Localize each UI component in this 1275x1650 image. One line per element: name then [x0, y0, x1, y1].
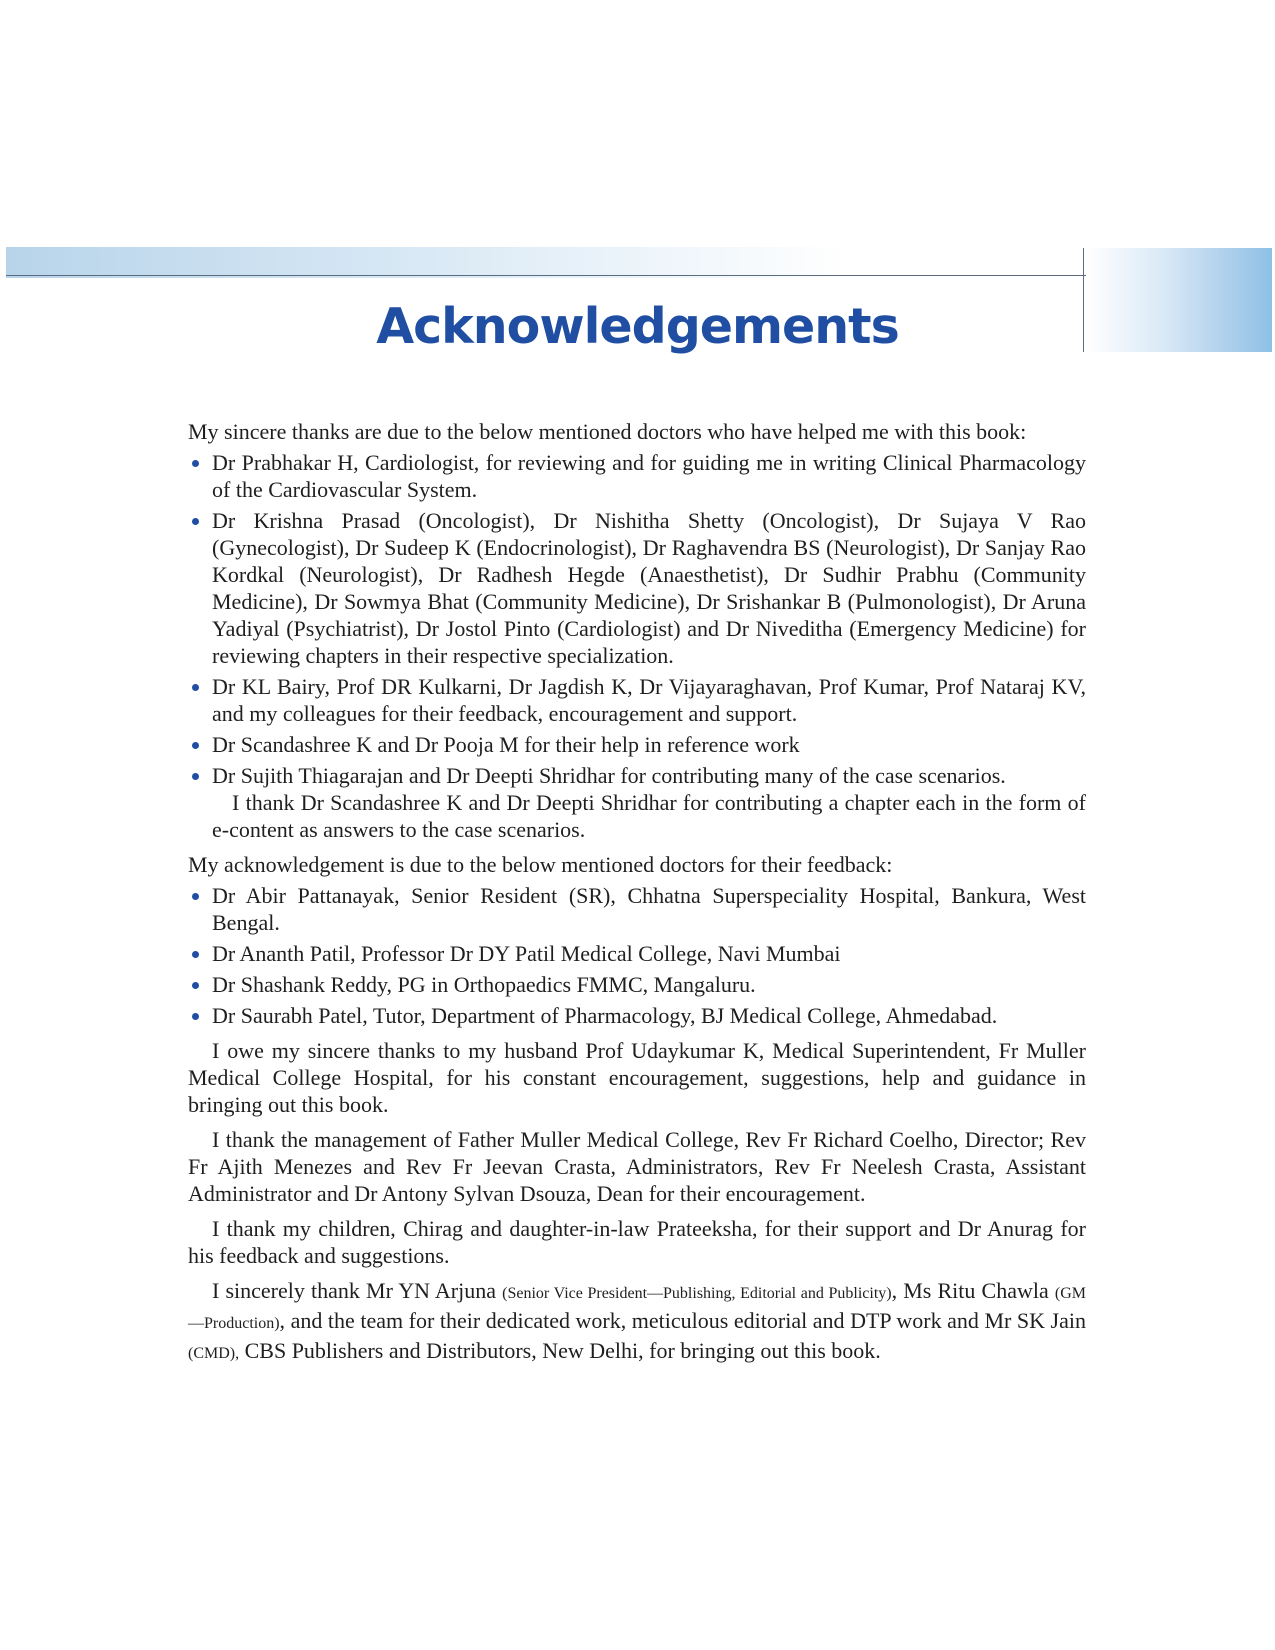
family-paragraph: I thank my children, Chirag and daughter-in-law Prateeksha, for their support and Dr Anurag for his feedback and suggestions. — [188, 1216, 1086, 1268]
list-item: Dr Saurabh Patel, Tutor, Department of Pharmacology, BJ Medical College, Ahmedabad. — [188, 1002, 1086, 1029]
page-title: Acknowledgements — [376, 298, 899, 355]
publisher-role-2: (GM—Production) — [188, 1285, 1086, 1332]
publisher-text-1: I sincerely thank Mr YN Arjuna — [212, 1278, 503, 1303]
intro-paragraph: My sincere thanks are due to the below mentioned doctors who have helped me with this book: — [188, 419, 1027, 444]
publisher-role-1: (Senior Vice President—Publishing, Editorial and Publicity) — [502, 1285, 892, 1302]
list-item: Dr Prabhakar H, Cardiologist, for reviewing and for guiding me in writing Clinical Pharmacology of the Cardiovascular System. — [188, 449, 1086, 503]
publisher-text-2: , Ms Ritu Chawla — [891, 1278, 1055, 1303]
list-item: Dr Scandashree K and Dr Pooja M for their help in reference work — [188, 731, 1086, 758]
reviewer-list — [188, 449, 1086, 789]
feedback-intro: My acknowledgement is due to the below mentioned doctors for their feedback: — [188, 852, 893, 877]
header-rule — [6, 275, 1124, 276]
husband-paragraph: I owe my sincere thanks to my husband Prof Udaykumar K, Medical Superintendent, Fr Muller Medical College Hospital, for his constant encouragement, suggestions, help and guidance in bringing out this book. — [188, 1038, 1086, 1117]
publisher-text-4: CBS Publishers and Distributors, New Delhi, for bringing out this book. — [239, 1338, 881, 1363]
feedback-list — [188, 882, 1086, 1029]
list-item: Dr Krishna Prasad (Oncologist), Dr Nishitha Shetty (Oncologist), Dr Sujaya V Rao (Gynecologist), Dr Sudeep K (Endocrinologist), Dr Raghavendra BS (Neurologist), Dr Sanjay Rao Kordkal (Neurologist), Dr Radhesh Hegde (Anaesthetist), Dr Sudhir Prabhu (Community Medicine), Dr Sowmya Bhat (Community Medicine), Dr Srishankar B (Pulmonologist), Dr Aruna Yadiyal (Psychiatrist), Dr Jostol Pinto (Cardiologist) and Dr Niveditha (Emergency Medicine) for reviewing chapters in their respective specialization. — [188, 507, 1086, 669]
publisher-paragraph — [188, 1277, 1086, 1367]
econtent-note: I thank Dr Scandashree K and Dr Deepti Shridhar for contributing a chapter each in the form of e-content as answers to the case scenarios. — [212, 790, 1086, 842]
list-item: Dr KL Bairy, Prof DR Kulkarni, Dr Jagdish K, Dr Vijayaraghavan, Prof Kumar, Prof Nataraj KV, and my colleagues for their feedback, encouragement and support. — [188, 673, 1086, 727]
acknowledgements-body — [188, 418, 1086, 1367]
header-gradient-band — [6, 247, 1088, 278]
list-item: Dr Sujith Thiagarajan and Dr Deepti Shridhar for contributing many of the case scenarios. — [188, 762, 1086, 789]
list-item: Dr Shashank Reddy, PG in Orthopaedics FMMC, Mangaluru. — [188, 971, 1086, 998]
management-paragraph: I thank the management of Father Muller Medical College, Rev Fr Richard Coelho, Director; Rev Fr Ajith Menezes and Rev Fr Jeevan Crasta, Administrators, Rev Fr Neelesh Crasta, Assistant Administrator and Dr Antony Sylvan Dsouza, Dean for their encouragement. — [188, 1127, 1086, 1206]
publisher-role-3: (CMD), — [188, 1345, 240, 1362]
list-item: Dr Abir Pattanayak, Senior Resident (SR), Chhatna Superspeciality Hospital, Bankura, West Bengal. — [188, 882, 1086, 936]
publisher-text-3: , and the team for their dedicated work, meticulous editorial and DTP work and Mr SK Jain — [279, 1308, 1086, 1333]
list-item: Dr Ananth Patil, Professor Dr DY Patil Medical College, Navi Mumbai — [188, 940, 1086, 967]
